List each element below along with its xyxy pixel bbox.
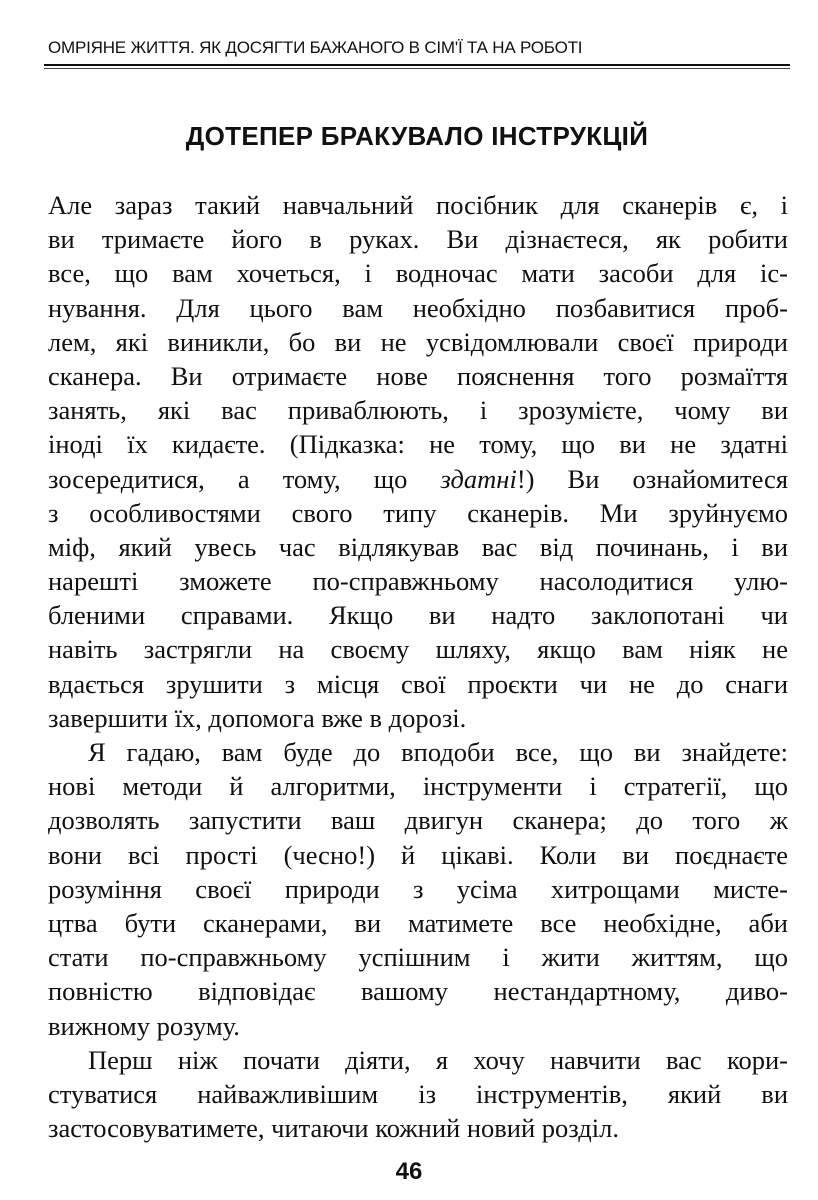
text-line: сканера. Ви отримаєте нове пояснення того розмаїття — [48, 360, 788, 391]
text-line: цтва бути сканерами, ви матимете все необхідне, аби — [48, 907, 788, 938]
text-line: вони всі прості (чесно!) й цікаві. Коли ви поєднаєте — [48, 839, 788, 870]
text-segment: !) Ви ознайомитеся — [516, 463, 789, 494]
text-line: розуміння своєї природи з усіма хитрощами мисте- — [48, 873, 788, 904]
body-text — [48, 188, 788, 1145]
text-line: завершити їх, допомога вже в дорозі. — [48, 702, 467, 733]
text-line: міф, який увесь час відлякував вас від починань, і ви — [48, 531, 788, 562]
header-rule-thin — [44, 68, 790, 69]
emphasis-word: здатні — [440, 463, 517, 494]
text-line: нові методи й алгоритми, інструменти і стратегії, що — [48, 771, 788, 802]
text-line: вдається зрушити з місця свої проєкти чи не до снаги — [48, 668, 788, 699]
text-line: стати по-справжньому успішним і жити життям, що — [48, 942, 788, 973]
header-rule — [44, 64, 790, 66]
running-header: ОМРІЯНЕ ЖИТТЯ. ЯК ДОСЯГТИ БАЖАНОГО В СІМ'Ї ТА НА РОБОТІ — [48, 38, 583, 57]
text-line: Я гадаю, вам буде до вподоби все, що ви знайдете: — [88, 737, 788, 767]
text-line: вижному розуму. — [48, 1010, 240, 1041]
text-line: все, що вам хочеться, і водночас мати засоби для іс- — [48, 258, 788, 289]
text-line: застосовуватимете, читаючи кожний новий розділ. — [48, 1113, 619, 1144]
page-number: 46 — [395, 1158, 423, 1185]
text-line: бленими справами. Якщо ви надто заклопотані чи — [48, 600, 788, 631]
text-line: нування. Для цього вам необхідно позбавитися проб- — [48, 292, 788, 323]
paragraph-2 — [48, 735, 788, 1043]
text-line: нарешті зможете по-справжньому насолодитися улю- — [48, 566, 788, 597]
text-line: Але зараз такий навчальний посібник для сканерів є, і — [48, 190, 788, 220]
text-line: навіть застрягли на своєму шляху, якщо вам ніяк не — [48, 634, 788, 665]
text-line: лем, які виникли, бо ви не усвідомлювали своєї природи — [48, 326, 788, 357]
text-line-emphasis — [48, 462, 788, 496]
section-title: ДОТЕПЕР БРАКУВАЛО ІНСТРУКЦІЙ — [185, 121, 649, 151]
text-line: іноді їх кидаєте. (Підказка: не тому, що ви не здатні — [48, 429, 788, 460]
text-line: Перш ніж почати діяти, я хочу навчити вас кори- — [88, 1044, 788, 1075]
text-line: стуватися найважливішим із інструментів, який ви — [48, 1078, 788, 1109]
text-segment: зосередитися, а тому, що — [48, 463, 441, 494]
text-line: з особливостями свого типу сканерів. Ми зруйнуємо — [48, 497, 788, 528]
text-line: дозволять запустити ваш двигун сканера; до того ж — [48, 805, 788, 836]
text-line: занять, які вас приваблюють, і зрозумієте, чому ви — [48, 395, 788, 426]
text-line: ви тримаєте його в руках. Ви дізнаєтеся, як робити — [48, 224, 788, 255]
text-line: повністю відповідає вашому нестандартному, диво- — [48, 976, 788, 1007]
paragraph-3 — [48, 1043, 788, 1146]
paragraph-1 — [48, 188, 788, 735]
